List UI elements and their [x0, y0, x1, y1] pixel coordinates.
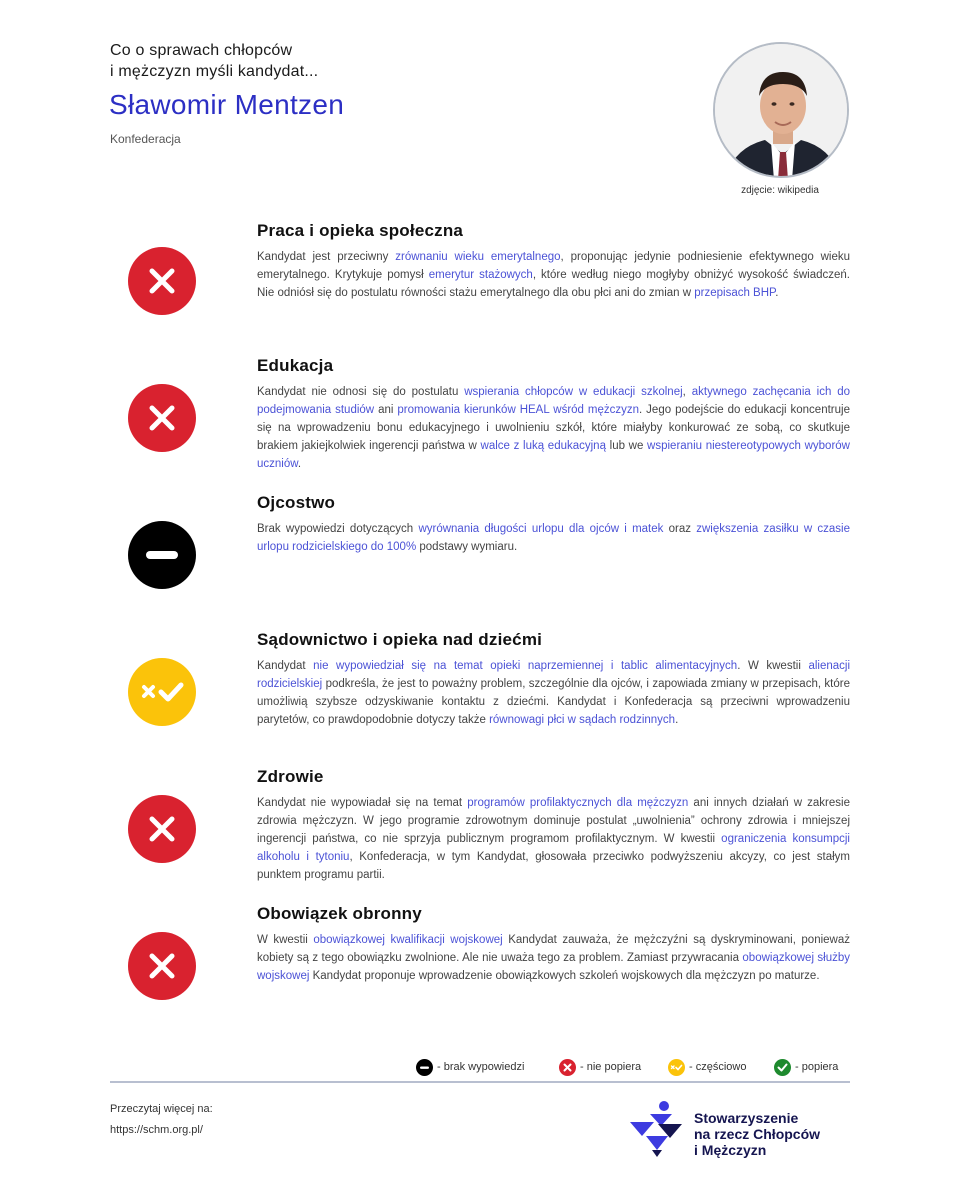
minus-icon: [416, 1059, 433, 1076]
organization-name: [694, 1110, 820, 1158]
candidate-name: Sławomir Mentzen: [109, 89, 345, 120]
inline-link[interactable]: wyrównania długości urlopu dla ojców i matek: [418, 523, 664, 535]
not-support-status-icon: [128, 932, 196, 1000]
section-text: Brak wypowiedzi dotyczących wyrównania długości urlopu dla ojców i matek oraz zwiększenia zasiłku w czasie urlopu rodzicielskiego do 100% podstawy wymiaru.: [257, 523, 851, 553]
footer-divider: [110, 1081, 850, 1083]
inline-link[interactable]: przepisach BHP: [694, 287, 776, 299]
inline-link[interactable]: walce z luką edukacyjną: [480, 440, 606, 452]
inline-link[interactable]: nie wypowiedział się na temat opieki naprzemiennej i tablic alimentacyjnych: [313, 660, 738, 672]
legend-label: - nie popiera: [580, 1061, 642, 1073]
partial-status-icon: [128, 658, 196, 726]
legend-label: - częściowo: [689, 1061, 747, 1073]
inline-link[interactable]: zrównaniu wieku emerytalnego: [395, 251, 561, 263]
section-judiciary-childcare: [110, 630, 850, 750]
section-title: Edukacja: [257, 356, 334, 375]
org-name-line-1: Stowarzyszenie: [694, 1110, 799, 1126]
header-intro: [110, 40, 318, 82]
inline-link[interactable]: zwiększenia zasiłku w czasie urlopu rodzicielskiego do 100%: [257, 523, 851, 553]
section-title: Sądownictwo i opieka nad dziećmi: [257, 630, 543, 649]
section-education: [110, 356, 850, 476]
inline-link[interactable]: równowagi płci w sądach rodzinnych: [489, 714, 676, 726]
not-support-status-icon: [128, 795, 196, 863]
section-text: Kandydat nie wypowiedział się na temat opieki naprzemiennej i tablic alimentacyjnych. W kwestii alienacji rodzicielskiej podkreśla, że jest to poważny problem, szczególnie dla ojców, i zapowiada zmiany w przepisach, które umożliwią szybsze odzyskiwanie kontaktu z dziećmi. Kandydat i Konfederacja są przeciwni wprowadzeniu parytetów, co prawdopodobnie dotyczy także równowagi płci w sądach rodzinnych.: [257, 660, 851, 726]
inline-link[interactable]: promowania kierunków HEAL wśród mężczyzn: [397, 404, 640, 416]
section-title: Ojcostwo: [257, 493, 336, 512]
inline-link[interactable]: obowiązkowej służby wojskowej: [257, 952, 850, 982]
section-text: Kandydat jest przeciwny zrównaniu wieku emerytalnego, proponując jedynie podniesienie efektywnego wieku emerytalnego. Krytykuje pomysł emerytur stażowych, które według niego mogłyby obniżyć wysokość świadczeń. Nie odniósł się do postulatu równości stażu emerytalnego dla obu płci ani do zmian w przepisach BHP.: [257, 251, 851, 299]
no-statement-status-icon: [128, 521, 196, 589]
legend-label: - popiera: [795, 1061, 839, 1073]
check-icon: [774, 1059, 791, 1076]
intro-line-1: Co o sprawach chłopców: [110, 42, 293, 59]
footer-url-link[interactable]: https://schm.org.pl/: [110, 1124, 203, 1136]
organization-logo-icon: [628, 1100, 686, 1158]
section-text: Kandydat nie odnosi się do postulatu wspierania chłopców w edukacji szkolnej, aktywnego zachęcania ich do podejmowania studiów ani promowania kierunków HEAL wśród mężczyzn. Jego podejście do edukacji koncentruje się na wprowadzeniu bonu edukacyjnego i uwolnieniu szkół, które miałyby konkurować ze sobą, co skutkuje brakiem jakiejkolwiek ingerencji państwa w walce z luką edukacyjną lub we wspieraniu niestereotypowych wyborów uczniów.: [257, 386, 851, 470]
section-text: Kandydat nie wypowiadał się na temat programów profilaktycznych dla mężczyzn ani innych działań w zakresie zdrowia mężczyzn. W jego programie zdrowotnym dominuje postulat „uwolnienia” ochrony zdrowia i mniejszej ingerencji państwa, co nie sprzyja publicznym programom profilaktycznym. W kwestii ograniczenia konsumpcji alkoholu i tytoniu, Konfederacja, w tym Kandydat, głosowała przeciwko podwyższeniu akcyzy, co jest stałym punktem programu partii.: [257, 797, 851, 881]
x-icon: [559, 1059, 576, 1076]
inline-link[interactable]: obowiązkowej kwalifikacji wojskowej: [313, 934, 503, 946]
candidate-party: Konfederacja: [110, 132, 181, 146]
inline-link[interactable]: programów profilaktycznych dla mężczyzn: [467, 797, 689, 809]
candidate-photo: [713, 42, 849, 178]
section-title: Praca i opieka społeczna: [257, 221, 464, 240]
photo-caption: zdjęcie: wikipedia: [741, 185, 819, 196]
candidate-portrait-icon: [715, 44, 849, 178]
inline-link[interactable]: alienacji rodzicielskiej: [257, 660, 851, 690]
legend-label: - brak wypowiedzi: [437, 1061, 525, 1073]
org-name-line-2: na rzecz Chłopców: [694, 1126, 821, 1142]
section-title: Zdrowie: [257, 767, 324, 786]
inline-link[interactable]: ograniczenia konsumpcji alkoholu i tytoniu: [257, 833, 850, 863]
inline-link[interactable]: emerytur stażowych: [428, 269, 533, 281]
section-title: Obowiązek obronny: [257, 904, 422, 923]
intro-line-2: i mężczyzn myśli kandydat...: [110, 63, 319, 80]
inline-link[interactable]: aktywnego zachęcania ich do podejmowania studiów: [257, 386, 851, 416]
inline-link[interactable]: wspieraniu niestereotypowych wyborów uczniów: [257, 440, 850, 470]
x-check-icon: [668, 1059, 685, 1076]
inline-link[interactable]: wspierania chłopców w edukacji szkolnej: [464, 386, 683, 398]
not-support-status-icon: [128, 247, 196, 315]
not-support-status-icon: [128, 384, 196, 452]
section-health: [110, 767, 850, 887]
section-work-social-care: [110, 221, 850, 331]
section-text: W kwestii obowiązkowej kwalifikacji wojskowej Kandydat zauważa, że mężczyźni są dyskryminowani, ponieważ kobiety są z tego obowiązku zwolnione. Ale nie uważa tego za problem. Zamiast przywracania obowiązkowej służby wojskowej Kandydat proponuje wprowadzenie obowiązkowych szkoleń wojskowych dla mężczyzn po maturze.: [257, 934, 850, 982]
footer-read-more: Przeczytaj więcej na:: [110, 1103, 213, 1115]
org-name-line-3: i Mężczyzn: [694, 1142, 767, 1158]
section-fatherhood: [110, 493, 850, 603]
section-defense-duty: [110, 904, 850, 1014]
